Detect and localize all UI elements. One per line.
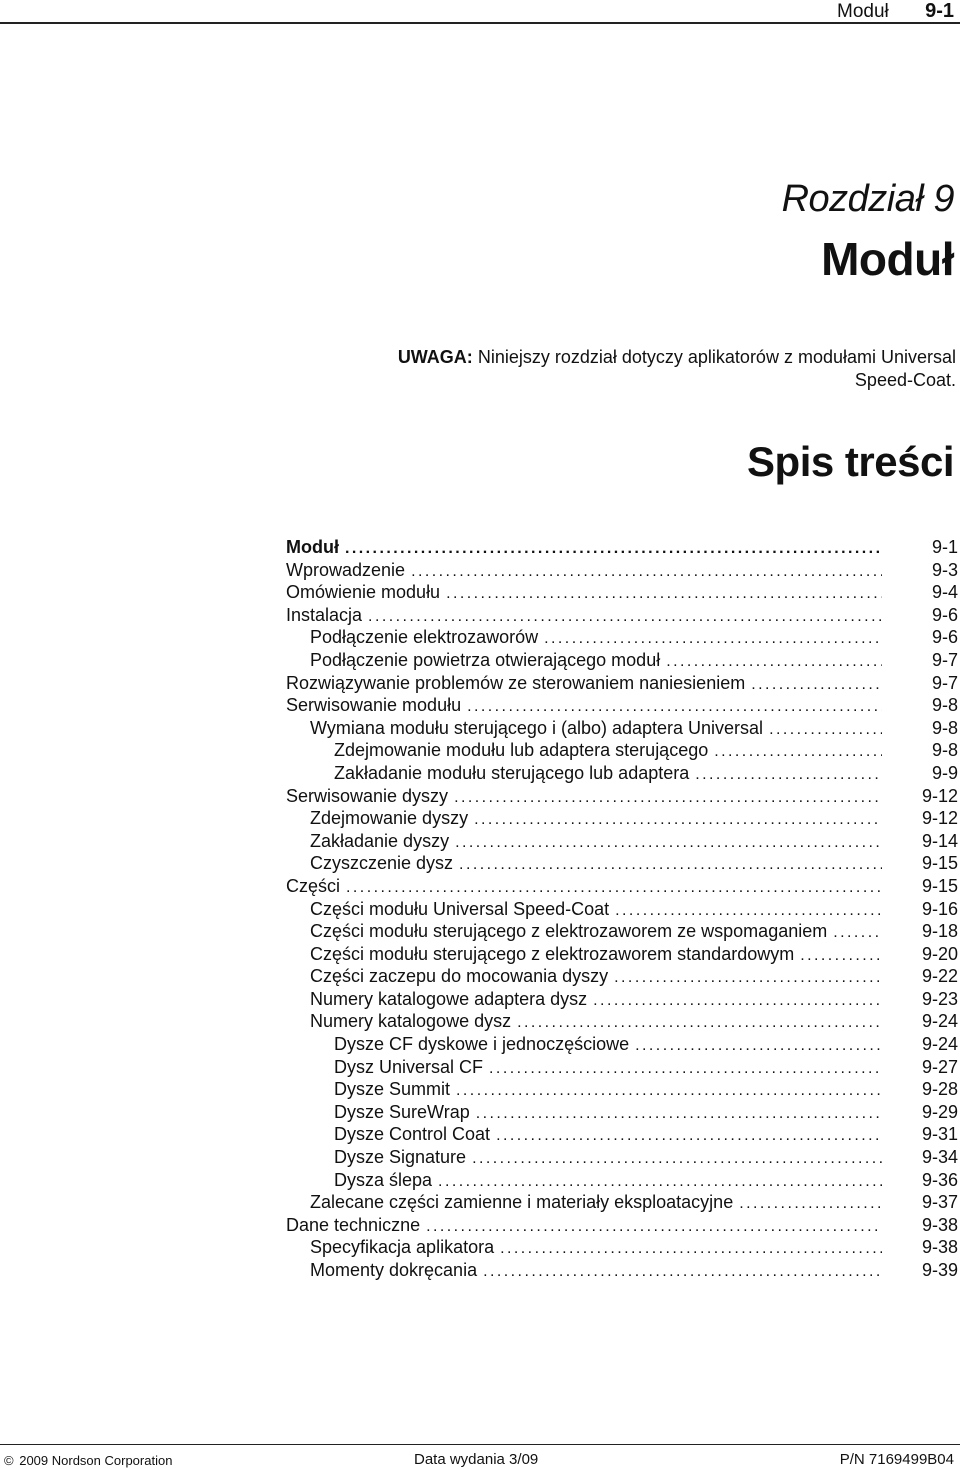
toc-entry[interactable] <box>286 1033 958 1056</box>
toc-dot-leader <box>489 1058 882 1081</box>
toc-entry[interactable] <box>286 830 958 853</box>
toc-entry[interactable] <box>286 1191 958 1214</box>
toc-dot-leader <box>455 832 882 855</box>
toc-entry-page: 9-12 <box>921 785 958 806</box>
toc-entry[interactable] <box>286 920 958 943</box>
toc-entry-page: 9-16 <box>921 898 958 919</box>
toc-dot-leader <box>456 1080 882 1103</box>
toc-entry-title: Wprowadzenie <box>286 559 406 580</box>
toc-entry-page: 9-38 <box>921 1237 958 1258</box>
page-footer <box>0 1444 960 1469</box>
toc-dot-leader <box>483 1261 882 1284</box>
footer-date: Data wydania 3/09 <box>414 1451 539 1468</box>
toc-entry[interactable] <box>286 626 958 649</box>
toc-dot-leader <box>346 877 882 900</box>
toc-entry-page: 9-28 <box>921 1079 958 1100</box>
toc-entry-title: Serwisowanie dyszy <box>286 785 449 806</box>
chapter-heading: Rozdział 9 <box>781 178 954 220</box>
toc-entry-title: Zakładanie dyszy <box>310 830 450 851</box>
toc-entry[interactable] <box>286 762 958 785</box>
toc-entry-title: Numery katalogowe adaptera dysz <box>310 988 588 1009</box>
toc-dot-leader <box>800 945 882 968</box>
toc-entry[interactable] <box>286 717 958 740</box>
toc-dot-leader <box>695 764 882 787</box>
note-label: UWAGA: <box>397 347 473 367</box>
toc-entry[interactable] <box>286 739 958 762</box>
toc-entry-title: Dysz Universal CF <box>334 1056 484 1077</box>
toc-dot-leader <box>454 787 882 810</box>
toc-entry[interactable] <box>286 943 958 966</box>
note-text-line1: Niniejszy rozdział dotyczy aplikatorów z modułami Universal <box>477 347 956 367</box>
toc-entry-title: Momenty dokręcania <box>310 1260 478 1280</box>
toc-entry[interactable] <box>286 559 958 582</box>
toc-entry-title: Dysze SureWrap <box>334 1101 470 1122</box>
toc-entry-page: 9-12 <box>921 808 958 829</box>
toc-dot-leader <box>345 538 882 561</box>
toc-entry-page: 9-20 <box>921 943 958 964</box>
toc-entry-title: Podłączenie powietrza otwierającego moduł <box>310 649 661 670</box>
toc-entry-page: 9-6 <box>931 604 958 625</box>
toc-entry[interactable] <box>286 1010 958 1033</box>
toc-dot-leader <box>496 1125 882 1148</box>
toc-entry[interactable] <box>286 898 958 921</box>
toc-dot-leader <box>593 990 882 1013</box>
toc-entry-page: 9-9 <box>931 762 958 783</box>
toc-dot-leader <box>751 674 882 697</box>
toc-entry-page: 9-39 <box>921 1260 958 1280</box>
footer-copyright-text: 2009 Nordson Corporation <box>19 1453 173 1468</box>
toc-entry-page: 9-3 <box>931 559 958 580</box>
toc-entry[interactable] <box>286 1078 958 1101</box>
toc-dot-leader <box>368 606 882 629</box>
toc-entry-title: Części zaczepu do mocowania dyszy <box>310 966 609 987</box>
toc-entry-page: 9-14 <box>921 830 958 851</box>
toc-entry[interactable] <box>286 694 958 717</box>
toc-entry-title: Zdejmowanie modułu lub adaptera sterującego <box>334 740 709 761</box>
toc-dot-leader <box>517 1012 882 1035</box>
toc-entry[interactable] <box>286 785 958 808</box>
toc-entry-page: 9-31 <box>921 1124 958 1145</box>
toc-entry-title: Dysze Summit <box>334 1079 451 1100</box>
toc-entry[interactable] <box>286 875 958 898</box>
toc-dot-leader <box>739 1193 882 1216</box>
toc-dot-leader <box>476 1103 882 1126</box>
toc-entry-page: 9-23 <box>921 988 958 1009</box>
toc-dot-leader <box>769 719 882 742</box>
toc-dot-leader <box>500 1238 882 1261</box>
toc-entry-title: Moduł <box>286 537 339 557</box>
toc-entry-title: Części modułu sterującego z elektrozaworem ze wspomaganiem <box>310 921 828 942</box>
copyright-icon: © <box>4 1453 14 1468</box>
toc-entry-title: Dysza ślepa <box>334 1169 433 1190</box>
toc-entry-page: 9-36 <box>921 1169 958 1190</box>
toc-entry-title: Dysze Control Coat <box>334 1124 491 1145</box>
toc-entry[interactable] <box>286 1123 958 1146</box>
toc-dot-leader <box>615 900 882 923</box>
toc-entry-title: Serwisowanie modułu <box>286 695 462 716</box>
toc-entry-page: 9-4 <box>931 582 958 603</box>
toc-dot-leader <box>714 741 882 764</box>
toc-entry[interactable] <box>286 965 958 988</box>
toc-entry-title: Podłączenie elektrozaworów <box>310 627 539 648</box>
toc-dot-leader <box>446 583 882 606</box>
toc-entry[interactable] <box>286 1101 958 1124</box>
toc-entry-page: 9-34 <box>921 1147 958 1168</box>
toc-entry-title: Czyszczenie dysz <box>310 853 454 874</box>
toc-dot-leader <box>411 561 882 584</box>
toc-entry-page: 9-8 <box>931 695 958 716</box>
toc-entry-page: 9-24 <box>921 1011 958 1032</box>
toc-dot-leader <box>544 628 882 651</box>
toc-entry-title: Części <box>286 875 341 896</box>
toc-entry[interactable] <box>286 604 958 627</box>
toc-entry-page: 9-6 <box>931 627 958 648</box>
toc-entry-title: Rozwiązywanie problemów ze sterowaniem naniesieniem <box>286 672 746 693</box>
page-title: Moduł <box>821 233 954 285</box>
toc-entry-title: Dane techniczne <box>286 1214 421 1235</box>
footer-part-number: P/N 7169499B04 <box>839 1451 954 1468</box>
toc-entry[interactable] <box>286 988 958 1011</box>
toc-entry-page: 9-18 <box>921 921 958 942</box>
toc-entry[interactable] <box>286 1214 958 1237</box>
toc-entry-title: Zalecane części zamienne i materiały eksploatacyjne <box>310 1192 734 1213</box>
toc-entry-title: Zakładanie modułu sterującego lub adaptera <box>334 762 690 783</box>
table-of-contents <box>286 536 958 1282</box>
toc-entry[interactable] <box>286 1236 958 1259</box>
toc-dot-leader <box>438 1171 882 1194</box>
note-text-line2: Speed-Coat. <box>854 370 956 390</box>
footer-copyright <box>4 1453 172 1468</box>
toc-dot-leader <box>833 922 882 945</box>
toc-entry-title: Części modułu sterującego z elektrozaworem standardowym <box>310 943 795 964</box>
toc-entry[interactable] <box>286 581 958 604</box>
toc-entry[interactable] <box>286 1259 958 1282</box>
toc-dot-leader <box>472 1148 882 1171</box>
toc-entry-title: Wymiana modułu sterującego i (albo) adaptera Universal <box>310 717 764 738</box>
toc-entry-page: 9-8 <box>931 717 958 738</box>
toc-entry-page: 9-29 <box>921 1101 958 1122</box>
toc-dot-leader <box>635 1035 882 1058</box>
toc-entry[interactable] <box>286 1146 958 1169</box>
toc-title: Spis treści <box>747 438 954 485</box>
toc-dot-leader <box>467 696 882 719</box>
toc-dot-leader <box>614 967 882 990</box>
toc-entry-title: Zdejmowanie dyszy <box>310 808 469 829</box>
toc-entry[interactable] <box>286 852 958 875</box>
toc-entry[interactable] <box>286 1169 958 1192</box>
toc-entry-page: 9-15 <box>921 853 958 874</box>
toc-entry-title: Specyfikacja aplikatora <box>310 1237 495 1258</box>
toc-entry[interactable] <box>286 1056 958 1079</box>
toc-entry-page: 9-8 <box>931 740 958 761</box>
toc-entry-page: 9-24 <box>921 1034 958 1055</box>
toc-entry-page: 9-27 <box>921 1056 958 1077</box>
page-header <box>0 0 960 24</box>
toc-entry-title: Omówienie modułu <box>286 582 441 603</box>
header-label: Moduł <box>837 1 889 22</box>
toc-entry-title: Dysze CF dyskowe i jednoczęściowe <box>334 1034 630 1055</box>
toc-dot-leader <box>666 651 882 674</box>
header-page-number: 9-1 <box>925 0 954 22</box>
toc-entry-title: Dysze Signature <box>334 1147 467 1168</box>
toc-entry-page: 9-22 <box>921 966 958 987</box>
toc-entry-title: Części modułu Universal Speed-Coat <box>310 898 610 919</box>
toc-entry-page: 9-1 <box>931 537 958 557</box>
toc-entry[interactable] <box>286 649 958 672</box>
toc-entry-page: 9-7 <box>931 649 958 670</box>
toc-entry-title: Instalacja <box>286 604 363 625</box>
toc-entry-page: 9-37 <box>921 1192 958 1213</box>
toc-entry-title: Numery katalogowe dysz <box>310 1011 512 1032</box>
toc-dot-leader <box>459 854 882 877</box>
toc-entry[interactable] <box>286 672 958 695</box>
toc-entry-page: 9-15 <box>921 875 958 896</box>
toc-entry[interactable] <box>286 807 958 830</box>
toc-dot-leader <box>474 809 882 832</box>
note-block <box>288 346 956 392</box>
toc-entry-page: 9-38 <box>921 1214 958 1235</box>
toc-entry-page: 9-7 <box>931 672 958 693</box>
toc-entry[interactable] <box>286 536 958 559</box>
toc-dot-leader <box>426 1216 882 1239</box>
